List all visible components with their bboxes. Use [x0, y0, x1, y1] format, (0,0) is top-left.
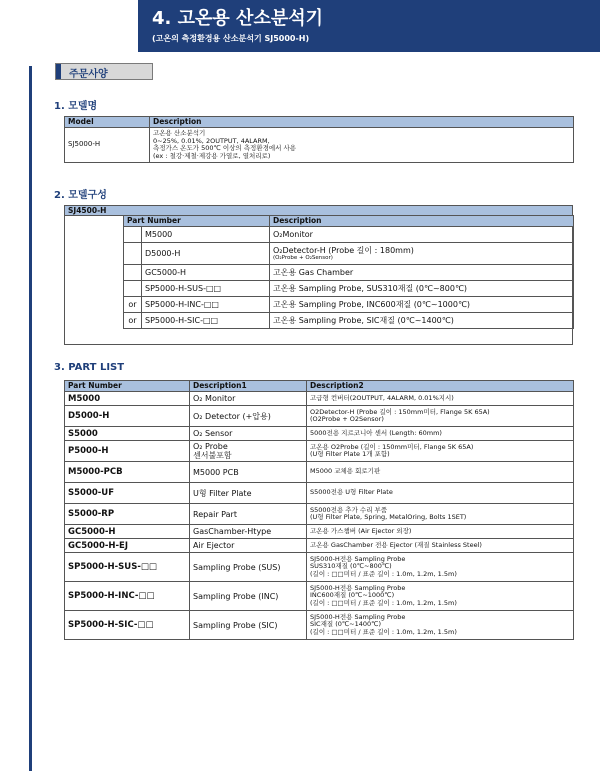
part-row	[65, 406, 574, 427]
part-list-table	[64, 380, 574, 640]
part-description2	[307, 553, 574, 582]
desc1-line: M5000 PCB	[193, 467, 239, 477]
part-description1	[190, 539, 307, 553]
part-description2	[307, 525, 574, 539]
part-description2	[307, 441, 574, 462]
desc2-line: (U형 Filter Plate, Spring, MetalOring, Bolts 1SET)	[310, 513, 467, 521]
desc1-line: O₂ Sensor	[193, 429, 233, 438]
part-description2	[307, 483, 574, 504]
desc2-line: SJ5000-H전용 Sampling Probe	[310, 612, 406, 621]
config-group-label: SJ4500-H	[64, 205, 573, 216]
model-heading: 1. 모델명	[54, 101, 98, 112]
part-description2	[307, 392, 574, 406]
part-description1	[190, 392, 307, 406]
desc2-line: INC600재질 (0℃~1000℃)	[310, 591, 395, 600]
part-number: P5000-H	[65, 441, 190, 462]
desc2-line: (길이 : □□미터 / 표준 길이 : 1.0m, 1.2m, 1.5m)	[310, 569, 457, 578]
part-description1	[190, 611, 307, 640]
or-marker: or	[124, 313, 142, 329]
part-description1	[190, 406, 307, 427]
part-number-header: Part Number	[65, 381, 190, 392]
part-number: SP5000-H-SUS-□□	[65, 553, 190, 582]
config-part-number: GC5000-H	[142, 265, 270, 281]
config-description: 고온용 Sampling Probe, SUS310재질 (0℃~800℃)	[270, 281, 574, 297]
part-row	[65, 427, 574, 441]
desc2-line: SJ5000-H전용 Sampling Probe	[310, 583, 406, 592]
part-description2	[307, 582, 574, 611]
config-desc-main: O₂Detector-H (Probe 길이 : 180mm)	[273, 246, 414, 255]
part-list-heading: 3. PART LIST	[54, 362, 125, 373]
desc1-line: Sampling Probe (SIC)	[193, 620, 278, 630]
part-row	[65, 504, 574, 525]
part-description2	[307, 539, 574, 553]
desc2-line: (O2Probe + O2Sensor)	[310, 415, 384, 423]
or-marker	[124, 281, 142, 297]
desc2-line: (길이 : □□미터 / 표준 길이 : 1.0m, 1.2m, 1.5m)	[310, 627, 457, 636]
part-row	[65, 553, 574, 582]
model-table	[64, 116, 574, 163]
part-number: SP5000-H-INC-□□	[65, 582, 190, 611]
desc1-line: GasChamber-Htype	[193, 527, 272, 536]
desc1-line: Sampling Probe (INC)	[193, 591, 279, 601]
part-row	[65, 483, 574, 504]
config-row	[124, 313, 574, 329]
desc2-line: (길이 : □□미터 / 표준 길이 : 1.0m, 1.2m, 1.5m)	[310, 598, 457, 607]
part-description1	[190, 462, 307, 483]
desc2-line: M5000 교체용 회로기판	[310, 467, 381, 476]
config-table	[123, 215, 574, 329]
or-marker	[124, 265, 142, 281]
desc2-line: SIC재질 (0℃~1400℃)	[310, 620, 382, 629]
desc2-line: (U형 Filter Plate 1개 포함)	[310, 450, 390, 458]
config-part-number: D5000-H	[142, 243, 270, 265]
config-part-number: SP5000-H-INC-□□	[142, 297, 270, 313]
config-row	[124, 265, 574, 281]
part-description2	[307, 462, 574, 483]
desc2-line: S5000전용 U형 Filter Plate	[310, 488, 393, 497]
config-part-number: M5000	[142, 227, 270, 243]
tab-marker	[56, 64, 61, 79]
config-row	[124, 227, 574, 243]
part-number: M5000-PCB	[65, 462, 190, 483]
part-description1	[190, 441, 307, 462]
desc-line: 0~25%, 0.01%, 2OUTPUT, 4ALARM,	[153, 136, 270, 145]
page-subtitle: (고온의 측정환경용 산소분석기 SJ5000-H)	[152, 34, 310, 43]
config-part-number: SP5000-H-SIC-□□	[142, 313, 270, 329]
config-description: O₂Monitor	[270, 227, 574, 243]
config-row	[124, 281, 574, 297]
config-row	[124, 297, 574, 313]
part-number: S5000	[65, 427, 190, 441]
part-number: M5000	[65, 392, 190, 406]
part-description1	[190, 504, 307, 525]
config-description: 고온용 Gas Chamber	[270, 265, 574, 281]
config-desc-sub: (O₂Probe + O₂Sensor)	[273, 255, 333, 261]
desc2-line: 고온용 O2Probe (길이 : 150mm미터, Flange 5K 65A)	[310, 442, 474, 451]
part-description2	[307, 427, 574, 441]
page-title: 4. 고온용 산소분석기	[152, 8, 323, 29]
model-description	[150, 128, 574, 163]
part-row	[65, 525, 574, 539]
desc-line: (ex : 철강·제철·제강용 가열로, 열처리로)	[153, 151, 271, 160]
desc-line: 고온용 산소분석기	[153, 129, 206, 137]
part-number: SP5000-H-SIC-□□	[65, 611, 190, 640]
desc1-line: U형 Filter Plate	[193, 488, 252, 498]
part-description1	[190, 483, 307, 504]
desc2-line: 고급형 컨버터(2OUTPUT, 4ALARM, 0.01%지시)	[310, 393, 454, 402]
config-row	[124, 243, 574, 265]
or-marker: or	[124, 297, 142, 313]
part-description1	[190, 553, 307, 582]
left-rule	[29, 66, 32, 771]
config-description: 고온용 Sampling Probe, INC600재질 (0℃~1000℃)	[270, 297, 574, 313]
desc1-line: O₂ Probe	[193, 442, 228, 451]
part-row	[65, 611, 574, 640]
part-row	[65, 441, 574, 462]
part-number: GC5000-H	[65, 525, 190, 539]
part-number: GC5000-H-EJ	[65, 539, 190, 553]
config-part-number: SP5000-H-SUS-□□	[142, 281, 270, 297]
desc2-line: 고온용 가스챔버 (Air Ejector 외장)	[310, 526, 412, 535]
desc2-line: 고온용 GasChamber 전용 Ejector (재질 Stainless Steel)	[310, 540, 482, 549]
order-spec-label: 주문사양	[69, 69, 108, 80]
desc2-line: 5000전용 지르코니아 센서 (Length: 60mm)	[310, 428, 442, 437]
part-number: D5000-H	[65, 406, 190, 427]
part-row	[65, 539, 574, 553]
part-number-header: Part Number	[124, 216, 270, 227]
part-row	[65, 462, 574, 483]
part-number: S5000-RP	[65, 504, 190, 525]
desc1-line: O₂ Detector (+압용)	[193, 411, 271, 421]
part-description2	[307, 504, 574, 525]
part-description2	[307, 406, 574, 427]
desc1-line: O₂ Monitor	[193, 394, 236, 403]
desc2-line: O2Detector-H (Probe 길이 : 150mm미터, Flange 5K 65A)	[310, 407, 490, 416]
config-description: 고온용 Sampling Probe, SIC재질 (0℃~1400℃)	[270, 313, 574, 329]
desc-line: 측정가스 온도가 500℃ 이상의 측정환경에서 사용	[153, 144, 297, 152]
part-number: S5000-UF	[65, 483, 190, 504]
desc2-line: SJ5000-H전용 Sampling Probe	[310, 554, 406, 563]
model-header: Model	[65, 117, 150, 128]
part-description2	[307, 611, 574, 640]
or-marker	[124, 227, 142, 243]
part-description1	[190, 525, 307, 539]
desc2-line: S5000전용 추가 수리 부품	[310, 505, 388, 514]
part-description1	[190, 582, 307, 611]
desc1-line: 센서불포함	[193, 451, 232, 460]
order-spec-tab	[55, 63, 153, 80]
description-header: Description	[270, 216, 574, 227]
model-cell: SJ5000-H	[65, 128, 150, 163]
part-row	[65, 392, 574, 406]
desc1-line: Air Ejector	[193, 541, 235, 550]
desc2-line: SUS310재질 (0℃~800℃)	[310, 562, 392, 571]
config-heading: 2. 모델구성	[54, 190, 107, 201]
description-header: Description	[150, 117, 574, 128]
part-description1	[190, 427, 307, 441]
desc1-line: Sampling Probe (SUS)	[193, 562, 281, 572]
desc1-line: Repair Part	[193, 509, 237, 519]
part-row	[65, 582, 574, 611]
description2-header: Description2	[307, 381, 574, 392]
description1-header: Description1	[190, 381, 307, 392]
or-marker	[124, 243, 142, 265]
config-description	[270, 243, 574, 265]
